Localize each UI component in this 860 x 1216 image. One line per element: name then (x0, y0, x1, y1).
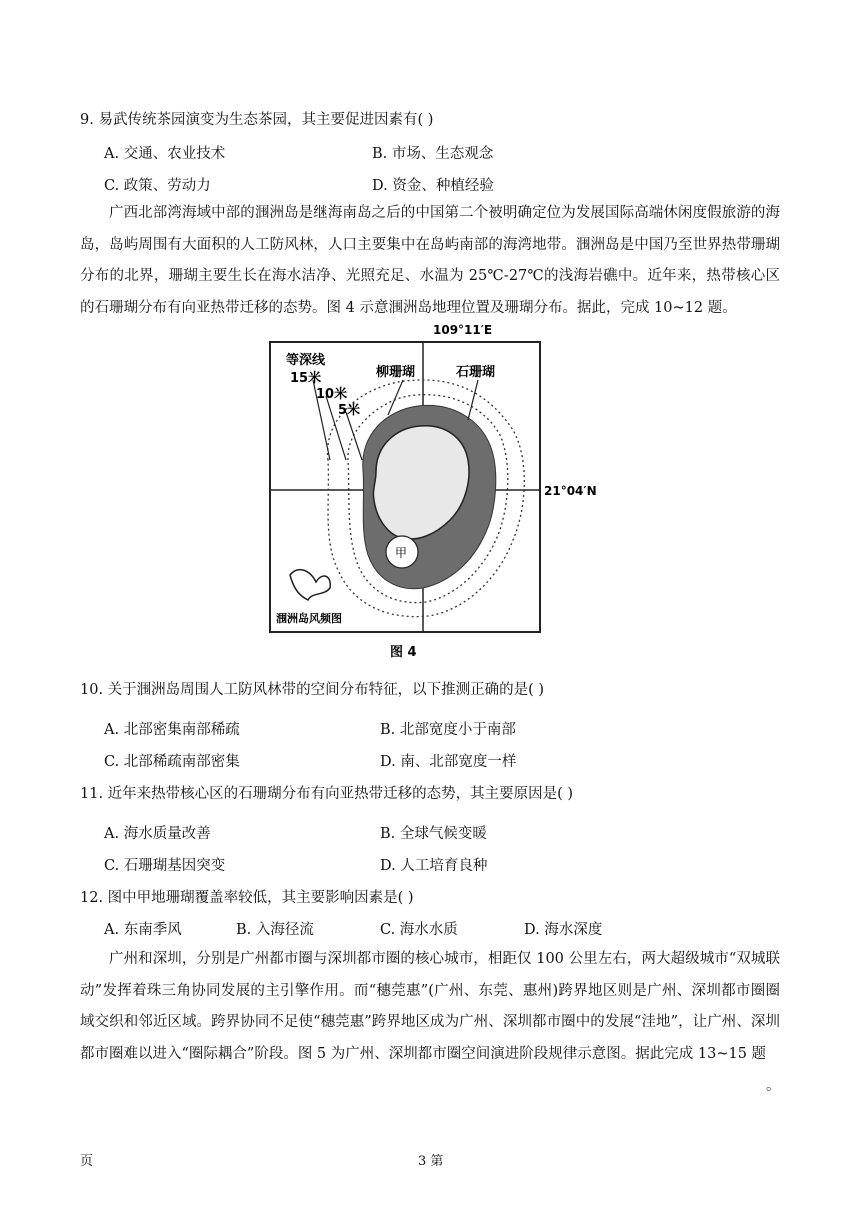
q9-option-a: A. 交通、农业技术 (104, 146, 226, 162)
q11-stem: 11. 近年来热带核心区的石珊瑚分布有向亚热带迁移的态势，其主要原因是( ) (80, 786, 574, 802)
q12-option-c: C. 海水水质 (380, 922, 458, 938)
passage-end-mark: 。 (766, 1078, 781, 1094)
jia-label: 甲 (395, 546, 408, 560)
q9-option-c: C. 政策、劳动力 (104, 178, 211, 194)
depth-5-label: 5米 (338, 403, 361, 418)
q12-stem: 12. 图中甲地珊瑚覆盖率较低，其主要影响因素是( ) (80, 890, 414, 906)
q11-option-b: B. 全球气候变暖 (380, 826, 487, 842)
footer-left: 页 (80, 1154, 94, 1169)
depth-10-label: 10米 (316, 387, 348, 402)
q12-option-a: A. 东南季风 (104, 922, 182, 938)
q12-option-b: B. 入海径流 (236, 922, 314, 938)
inset-label: 涠洲岛风频图 (276, 612, 342, 625)
figure-caption: 图 4 (390, 645, 417, 660)
q9-stem: 9. 易武传统茶园演变为生态茶园，其主要促进因素有( ) (80, 112, 434, 128)
footer-page-number: 3 第 (418, 1154, 444, 1169)
q9-option-b: B. 市场、生态观念 (372, 146, 494, 162)
passage-guangzhou-shenzhen: 广州和深圳，分别是广州都市圈与深圳都市圈的核心城市，相距仅 100 公里左右，两大超级城市“双城联动”发挥着珠三角协同发展的主引擎作用。而“穗莞惠”(广州、东莞、惠州)跨界地区则是广州、深圳都市圈圈域交织和邻近区域。跨界协同不足使“穗莞惠”跨界地区成为广州、深圳都市圈中的发展“洼地”，让广州、深圳都市圈难以进入“圈际耦合”阶段。图 5 为广州、深圳都市圈空间演进阶段规律示意图。据此完成 13~15 题 (80, 951, 780, 1062)
q9-option-d: D. 资金、种植经验 (372, 178, 494, 194)
latitude-label: 21°04′N (544, 484, 597, 498)
isobath-title: 等深线 (286, 353, 326, 368)
q10-option-b: B. 北部宽度小于南部 (380, 722, 516, 738)
q11-option-c: C. 石珊瑚基因突变 (104, 858, 226, 874)
q10-stem: 10. 关于涠洲岛周围人工防风林带的空间分布特征，以下推测正确的是( ) (80, 682, 545, 698)
soft-coral-label: 柳珊瑚 (376, 365, 416, 380)
figure-4 (268, 320, 608, 660)
q11-option-d: D. 人工培育良种 (380, 858, 488, 874)
q11-option-a: A. 海水质量改善 (104, 826, 211, 842)
q12-option-d: D. 海水深度 (524, 922, 603, 938)
q10-option-c: C. 北部稀疏南部密集 (104, 754, 240, 770)
weizhou-map (268, 320, 608, 660)
depth-15-label: 15米 (290, 371, 322, 386)
passage-weizhou: 广西北部湾海域中部的涠洲岛是继海南岛之后的中国第二个被明确定位为发展国际高端休闲度假旅游的海岛，岛屿周围有大面积的人工防风林，人口主要集中在岛屿南部的海湾地带。涠洲岛是中国乃至世界热带珊瑚分布的北界，珊瑚主要生长在海水洁净、光照充足、水温为 25℃-27℃的浅海岩礁中。近年来，热带核心区的石珊瑚分布有向亚热带迁移的态势。图 4 示意涠洲岛地理位置及珊瑚分布。据此，完成 10~12 题。 (80, 205, 780, 316)
q10-option-d: D. 南、北部宽度一样 (380, 754, 517, 770)
longitude-label: 109°11′E (433, 323, 493, 337)
q10-option-a: A. 北部密集南部稀疏 (104, 722, 240, 738)
stony-coral-label: 石珊瑚 (456, 365, 496, 380)
